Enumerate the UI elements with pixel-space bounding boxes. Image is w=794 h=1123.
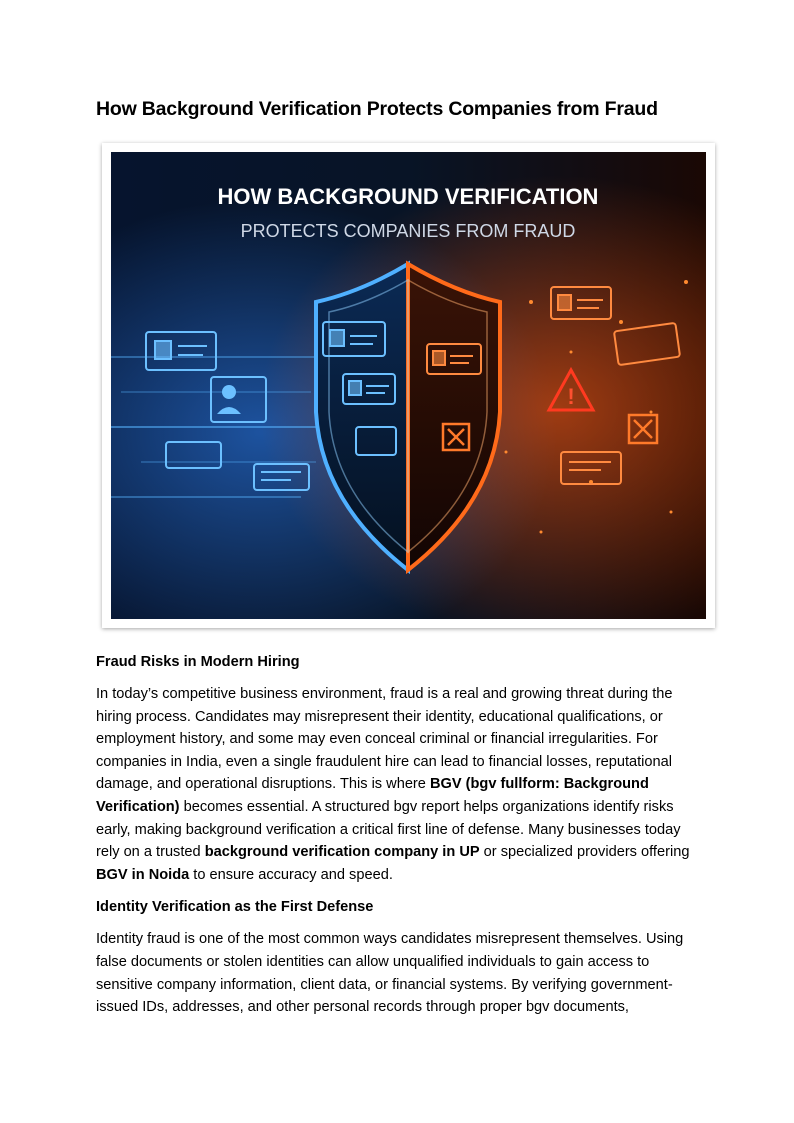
- section-heading-fraud-risks: Fraud Risks in Modern Hiring: [96, 654, 300, 670]
- illustration-heading-line1: HOW BACKGROUND VERIFICATION: [217, 184, 599, 209]
- article-body: [96, 651, 700, 1029]
- paragraph-identity-verification: Identity fraud is one of the most common ways candidates misrepresent themselves. Using false documents or stolen identities can allow unqualified individuals to gain access to sensitive company information, client data, or financial systems. By verifying government-issued IDs, addresses, and other personal records through proper bgv documents,: [96, 931, 684, 1016]
- section-heading-identity-verification: Identity Verification as the First Defense: [96, 899, 374, 916]
- bold-term-bgv-fullform: BGV (bgv fullform: Background Verification): [96, 776, 649, 815]
- paragraph-fraud-risks: [96, 683, 700, 886]
- bold-term-bgv-noida: BGV in Noida: [96, 866, 190, 883]
- page-title: How Background Verification Protects Companies from Fraud: [96, 98, 658, 120]
- text-run: becomes essential. A structured bgv report helps organizations identify risks early, making background verification a critical first line of defense. Many businesses today rely on a trusted: [96, 798, 681, 861]
- illustration-heading-line2: PROTECTS COMPANIES FROM FRAUD: [240, 221, 576, 241]
- text-run: In today’s competitive business environment, fraud is a real and growing threat during the hiring process. Candidates may misrepresent their identity, educational qualifications, or employment history, and some may even conceal criminal or financial irregularities. For companies in India, even a single fraudulent hire can lead to financial losses, reputational damage, and operational disruptions. This is where: [96, 686, 673, 793]
- svg-text:!: !: [567, 384, 575, 409]
- text-run: to ensure accuracy and speed.: [189, 866, 393, 883]
- article-illustration: [102, 143, 715, 628]
- bold-term-bgv-company-up: background verification company in UP: [204, 844, 480, 861]
- text-run: or specialized providers offering: [479, 844, 690, 861]
- illustration-graphic: [111, 152, 706, 619]
